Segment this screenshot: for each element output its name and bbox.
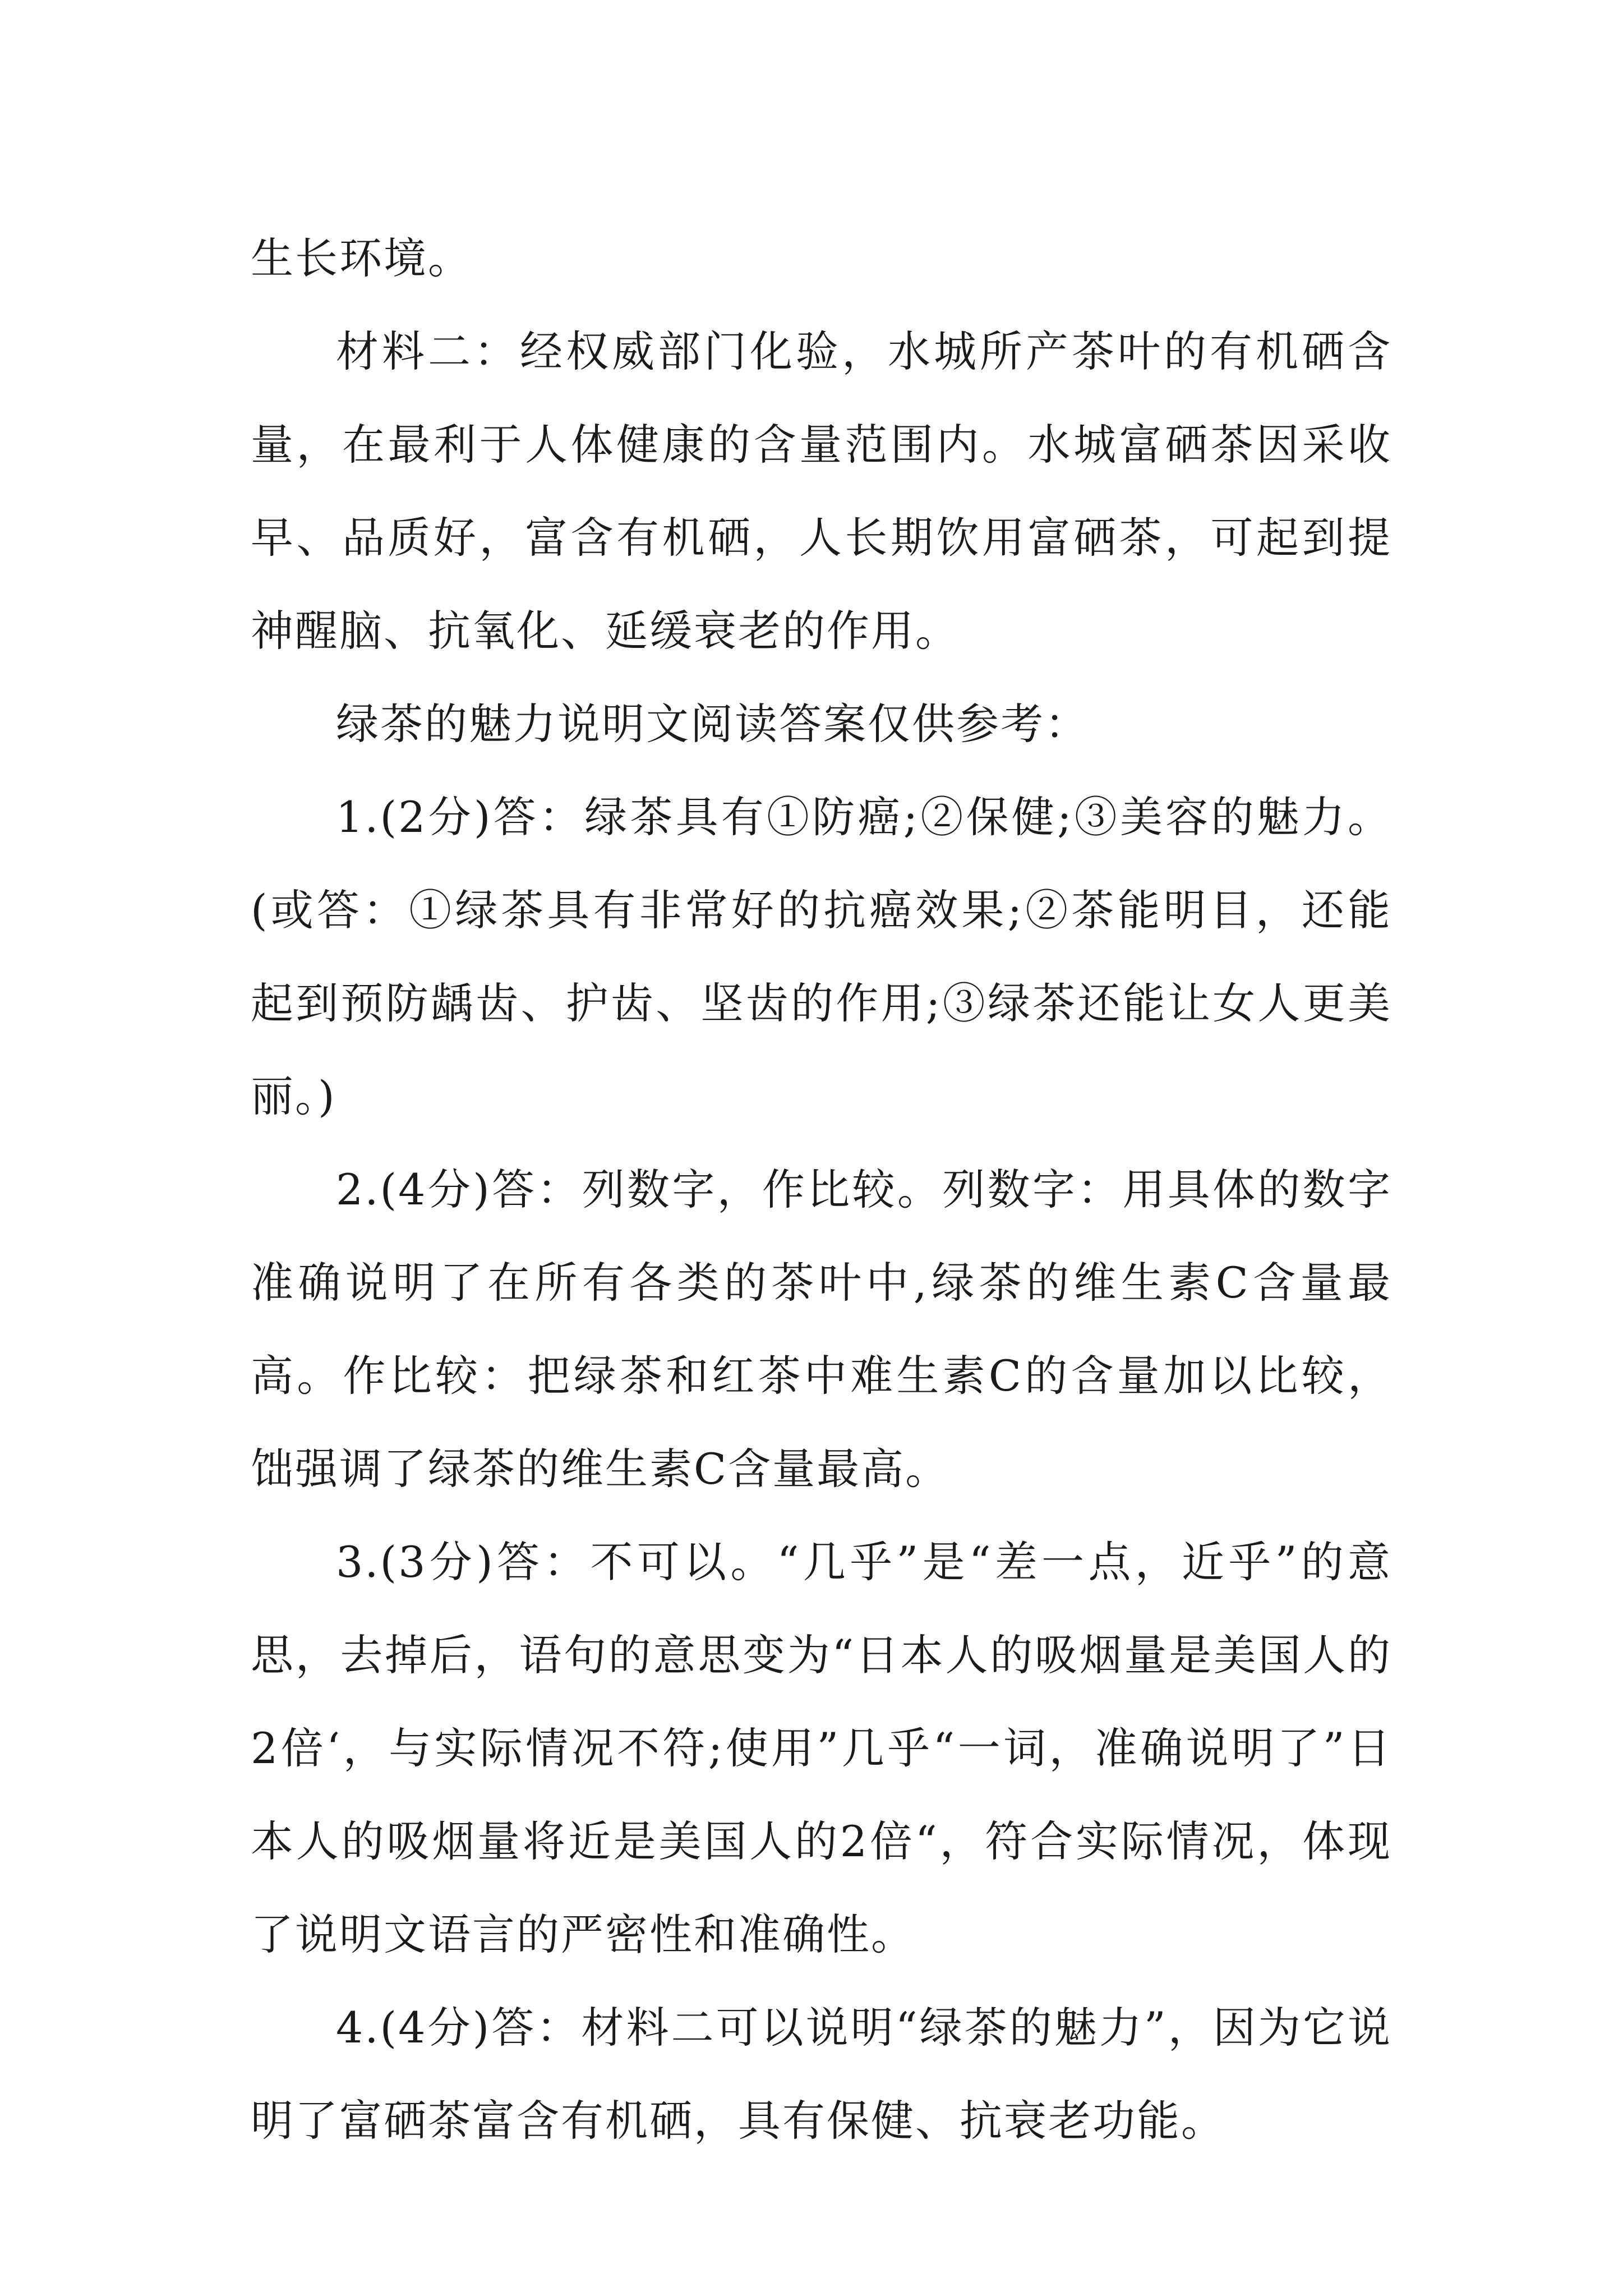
paragraph-continuation: 生长环境。 [251,233,472,283]
document-body [251,212,1392,2168]
paragraph-answer-1: 1.(2分)答：绿茶具有①防癌;②保健;③美容的魅力。(或答：①绿茶具有非常好的抗癌效果;②茶能明目，还能起到预防龋齿、护齿、坚齿的作用;③绿茶还能让女人更美丽。) [251,792,1392,1121]
paragraph-answer-3: 3.(3分)答：不可以。“几乎”是“差一点，近乎”的意思，去掉后，语句的意思变为“日本人的吸烟量是美国人的2倍‘，与实际情况不符;使用”几乎“一词，准确说明了”日本人的吸烟量将近是美国人的2倍“，符合实际情况，体现了说明文语言的严密性和准确性。 [251,1537,1392,1959]
paragraph-answer-2: 2.(4分)答：列数字，作比较。列数字：用具体的数字准确说明了在所有各类的茶叶中,绿茶的维生素C含量最高。作比较：把绿茶和红茶中难生素C的含量加以比较，饳强调了绿茶的维生素C含量最高。 [251,1165,1392,1494]
paragraph-material-two: 材料二：经权威部门化验，水城所产茶叶的有机硒含量，在最利于人体健康的含量范围内。水城富硒茶因采收早、品质好，富含有机硒，人长期饮用富硒茶，可起到提神醒脑、抗氧化、延缓衰老的作用。 [251,326,1392,656]
paragraph-answer-heading: 绿茶的魅力说明文阅读答案仅供参考： [336,699,1089,749]
paragraph-answer-4: 4.(4分)答：材料二可以说明“绿茶的魅力”，因为它说明了富硒茶富含有机硒，具有保健、抗衰老功能。 [251,2003,1392,2146]
